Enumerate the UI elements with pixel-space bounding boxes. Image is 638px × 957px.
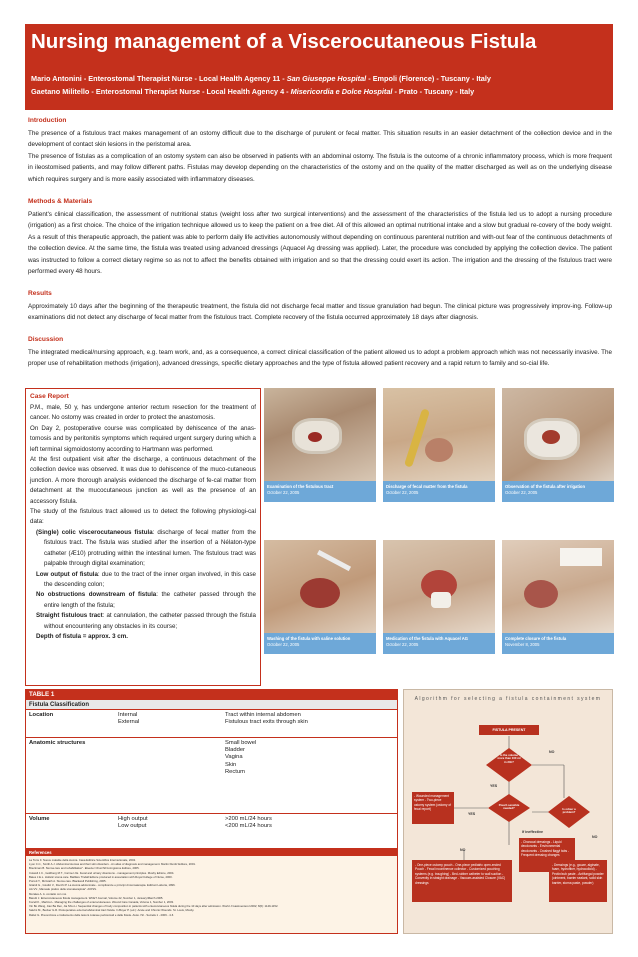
algorithm-title: Algorithm for selecting a fistula containment system (414, 696, 602, 702)
photo-complete-closure (502, 540, 614, 633)
list-item: No obstructions downstream of fistula: the catheter passed through the entire length of the fistula; (36, 591, 256, 609)
references-heading: References (26, 849, 397, 856)
paragraph: At the first outpatient visit after the discharge, a continuous detachment of the collection device was observed. It was due to dehiscence of the muco-cutaneous junction. A more thorough analysis evidenced the discharge of fe-cal matter from detachment at the mucocutaneous junction as well as the presence of an accessory fistula. (30, 456, 256, 505)
case-report-box (25, 388, 261, 686)
photo-caption: Washing of the fistula with saline solution October 22, 2005 (264, 633, 376, 654)
paragraph: Approximately 10 days after the beginning of the therapeutic treatment, the fistula did not discharge fecal matter and tissue granulation had begun. The clinical picture was progressively improv-ing. Follow-up examinations did not detect any discharge of fecal matter from the fistulous tract. Complete recovery of the fistula occurred approximately 18 days after diagnosis. (28, 303, 612, 322)
table-row: Volume High output Low output >200 mL/24 hours <200 mL/24 hours (29, 816, 272, 830)
start-box: FISTULA PRESENT (479, 725, 539, 735)
paragraph: On Day 2, postoperative course was complicated by dehiscence of the anas-tomosis and by peritonitis symptoms which required urgent surgery during which a left terminal sigmoidostomy according to Hartmann was performed. (30, 424, 256, 453)
paragraph: The study of the fistulous tract allowed us to detect the following physiologi-cal data: (30, 508, 256, 526)
section-heading: Discussion (28, 336, 64, 343)
photo-caption: Examination of the fistulous tract October 22, 2005 (264, 481, 376, 502)
list-item: Straight fistulous tract: at cannulation, the catheter passed through the fistula without encountering any obstacles in its course; (36, 612, 256, 630)
pouching-options-box: - One-piece ostomy pouch - One-piece pediatric open-ended Pouch - Fecal incontinence collector - Customized pouching systems (e.g. troughing) - Bed-rubber catheter to wall suction - Convexity in straight drainage - Vacuum-assisted Closure (VAC) dressings (412, 860, 512, 902)
photo-card (502, 540, 614, 654)
ineffective-label: If ineffective (522, 830, 543, 834)
photo-fecal-discharge (383, 388, 495, 481)
list-item: Depth of fistula = approx. 3 cm. (36, 632, 128, 640)
table-subtitle: Fistula Classification (26, 700, 397, 710)
photo-caption: Medication of the fistula with Aquacel AG October 22, 2005 (383, 633, 495, 654)
section-heading: Case Report (30, 393, 69, 400)
no-label: NO (549, 750, 555, 754)
title-banner (25, 24, 613, 110)
q2-label: Pouch sensible needed? (498, 803, 520, 811)
section-heading: Results (28, 290, 52, 297)
photo-caption: Complete closure of the fistula November 8, 2005 (502, 633, 614, 654)
discussion-section (28, 334, 612, 370)
photo-aquacel-medication (383, 540, 495, 633)
table-row: Anatomic structures Small bowel Bladder Vagina Skin Rectum (26, 738, 397, 814)
q1-label: Is the volume more than 100 ml in 24h? (497, 753, 521, 764)
photo-caption: Observation of the fistula after irrigation October 22, 2005 (502, 481, 614, 502)
photo-fistula-examination (264, 388, 376, 481)
photo-caption: Discharge of fecal matter from the fistula October 22, 2005 (383, 481, 495, 502)
references-list: La Torre F. Nuove malattie della stomia. Casa Editrice Scientifica Internazionale, 2002. Lyon C.C., Smith A.J. Abdominal stomas and their skin disorders - An atlas of diagnosis and management. Martin Dunitz Editore, 2001. Breckman B. Stoma care and rehabilitation". Elsevier Churchill Livingstone Editore, 2005. Colwell J.C., Goldberg M.T., Carmel J.E. Fecal and urinary diversions - management principles. Mosby Editore, 2004. Bates J.E.L. Holistic stoma care. Baillière Tindall Editore produced in association with Royal College of Nurse, 2000. Porrett T., McGrath A. Stoma care. Blackwell Publishing, 2005. Gitardi G., Giudici V., Rocchi P. La stomia addominale - complicanze e principi di stomaterapia. Edizioni Lattoria, 1996. AA.VV., Manuale pratico delle stomaterapista". AIOSS. Morales A. A. contatto con noi. Baretti J. Enterocutaneous fistula management. WCET Journal, Volume 22, Number 1, January/March 2005. Kozell K., Martins L. Managing the challenges of enterocutaneous. Wound Care Canada, Volume 1, Number 1, 2003. Xin Bo Wang, Jian Ba Ren, Jia Shiu Li. Sequential changes of body composition in patients with enterocutaneous fistula during the 10 days after admission. World J Gastroenterol 2002; 8(6): 1149-1152. Salvini M., Becker G.R. Postoperative external abdominal tract fistula. In Boyer P. (ed.): Acute and Chronic Wounds. St. Louis, Mosby. Rabel G. Prevenzione e trattamento delle lesioni cutanee peristomali e delle fistole. Aiuto. ISI - Società 1 - 2006 - 4-6 (29, 858, 279, 917)
section-heading: Methods & Materials (28, 198, 93, 205)
results-section (28, 288, 612, 324)
author-1: Mario Antonini - Enterostomal Therapist Nurse - Local Health Agency 11 - San Giuseppe Hospital - Empoli (Florence) - Tuscany - Italy (31, 74, 491, 83)
paragraph: The presence of a fistulous tract makes management of an ostomy difficult due to the discharge of purulent or fecal matter. This situation results in an easier detachment of the collection device and in the development of contact skin lesions in the peristomal area. (28, 130, 612, 149)
section-heading: Introduction (28, 117, 67, 124)
poster-title: Nursing management of a Viscerocutaneous Fistula (31, 30, 537, 53)
table-row: Location Internal External Tract within internal abdomen Fistulous tract exits through skin (26, 710, 397, 738)
references-box (25, 848, 398, 934)
table-title: TABLE 1 (26, 690, 397, 700)
author-list (31, 72, 607, 98)
list-item: (Single) colic viscerocutaneous fistula: discharge of fecal matter from the fistulous tract. The fistula was studied after the insertion of a Nélaton-type catheter (Æ10) protruding within the intestinal lumen. The fistulous tract was palpable through digital examination; (36, 528, 256, 568)
methods-section (28, 196, 612, 277)
paragraph: Patient's clinical classification, the assessment of nutritional status (weight loss after two surgical interventions) and the assessment of the characteristics of the fistula led us to adopt a nursing procedure (irrigation) as a first choice. The choice of the irrigation technique allowed us to keep the patient on a free diet. All of this allowed an optimal nutritional intake and a slow but gradual re-covery of the body weight. As a result of this therapeutic approach, the patient was able to perform daily life activities autonomously without depending on continuous parenteral nutrition and with-out fear of the continuous detachments of the collection device. At the same time, the fistula was treated using advanced dressings (Aquacel Ag dressing was applied). Later, the procedure was concluded by applying the collection device. The patient was instructed to follow a correct dietary regime so as not to affect the benefits obtained with irrigation and so that the dressing could exert its action. The irrigation and the dressing of the fistulous tract were performed every 48 hours. (28, 211, 612, 276)
no-label: NO (592, 835, 598, 839)
paragraph: The presence of fistulas as a complication of an ostomy system can also be observed in patients with an abdominal ostomy. The fistula is the outcome of a chronic inflammatory process, which is more frequent in ileostomised patients, and may follow different paths. Fistulas may develop depending on the characteristics of the ostomy and on the quality of the matter discharged as well as on the underlying disease which requires surgery and is more easily associated with inflammatory diseases. (28, 152, 612, 183)
photo-card (264, 388, 376, 502)
dressing-options-box: - Dressings (e.g., gauze, alginate, foam, hydrofiber, hydrocolloid) - Pectin/xub paste - Antifungal powder (ointment, barrier sealant, solid skin barrier, stoma paste, powder) (549, 860, 607, 902)
q3-label: Is odour a problem? (562, 807, 576, 815)
yes-label: YES (468, 812, 476, 816)
algorithm-panel (403, 689, 613, 934)
photo-saline-washing (264, 540, 376, 633)
wound-management-box: - Wounded management system - Two-piece ostomy system (ostomy of fecal report) (412, 792, 454, 824)
introduction-section (28, 115, 612, 185)
paragraph: P.M., male, 50 y, has undergone anterior rectum resection for the treatment of cancer. No ostomy was created in order to protect the anastomosis. (30, 404, 256, 422)
photo-card (383, 388, 495, 502)
photo-card (383, 540, 495, 654)
photo-after-irrigation (502, 388, 614, 481)
photo-card (502, 388, 614, 502)
photo-card (264, 540, 376, 654)
odour-control-box: - Charcoal dressings - Liquid deodorants - Environmental deodorants - Crushed flagyl tabs - Frequent dressing changes (519, 838, 575, 872)
paragraph: The integrated medical/nursing approach, e.g. team work, and, as a consequence, a correct clinical classification of the patient allowed us to adopt a problem approach which was not necessarily invasive. The proper use of rehabilitation methods (irrigation), advanced dressings, specific dietary approaches and the type of fistula allowed patient recovery and a rapid return to family and so-cial life. (28, 349, 612, 368)
no-label: NO (460, 848, 466, 852)
classification-table (25, 689, 398, 854)
yes-label: YES (490, 784, 498, 788)
author-2: Gaetano Militello - Enterostomal Therapist Nurse - Local Health Agency 4 - Misericordia e Dolce Hospital - Prato - Tuscany - Italy (31, 87, 475, 96)
list-item: Low output of fistula: due to the tract of the inner organ involved, in this case the descending colon; (36, 570, 256, 588)
